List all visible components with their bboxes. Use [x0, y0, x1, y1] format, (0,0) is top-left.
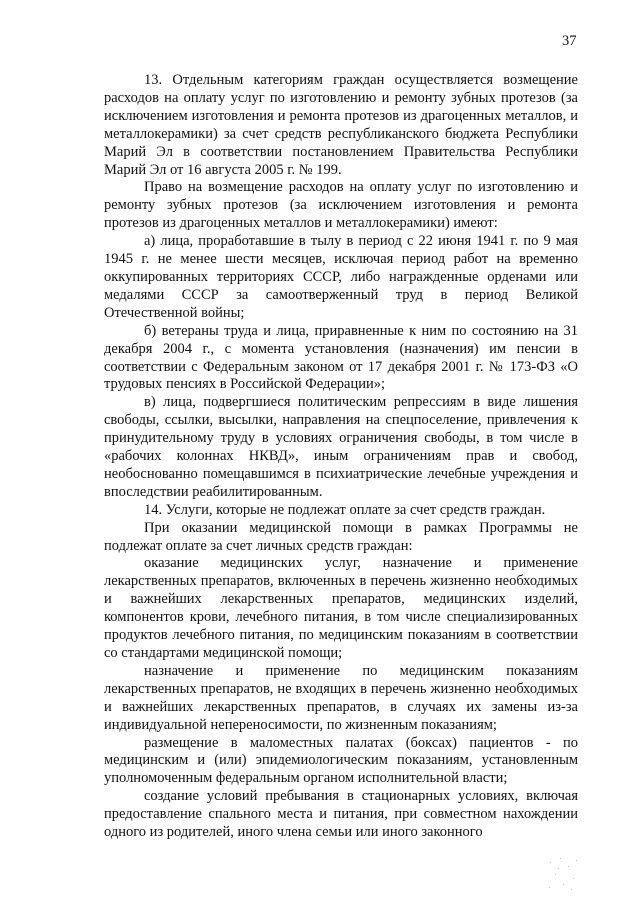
paragraph-right-to-compensation: Право на возмещение расходов на оплату услуг по изготовлению и ремонту зубных протезов (за исключением изготовления и ремонта протезов из драгоценных металлов и металлокерамики) имеют: — [104, 179, 578, 232]
page-number: 37 — [562, 33, 577, 49]
list-item-drug-replacement: назначение и применение по медицинским показаниям лекарственных препаратов, не входящих в перечень жизненно необходимых и важнейших лекарственных препаратов, в случаях их замены из-за индивидуальной непереносимости, по жизненным показаниям; — [104, 662, 578, 733]
list-item-parent-stay: создание условий пребывания в стационарных условиях, включая предоставление спального места и питания, при совместном нахождении одного из родителей, иного члена семьи или иного законного — [104, 788, 578, 841]
paragraph-14: 14. Услуги, которые не подлежат оплате за счет средств граждан. — [144, 501, 546, 518]
document-body — [104, 72, 578, 842]
list-item-a: а) лица, проработавшие в тылу в период с 22 июня 1941 г. по 9 мая 1945 г. не менее шести месяцев, исключая период работ на временно оккупированных территориях СССР, либо награжденные орденами или медалями СССР за самоотверженный труд в период Великой Отечественной войны; — [104, 233, 578, 321]
list-item-medical-services: оказание медицинских услуг, назначение и применение лекарственных препаратов, включенных в перечень жизненно необходимых и важнейших лекарственных препаратов, медицинских изделий, компонентов крови, лечебного питания, в том числе специализированных продуктов лечебного питания, по медицинским показаниям в соответствии со стандартами медицинской помощи; — [104, 555, 578, 661]
list-item-small-wards: размещение в маломестных палатах (боксах) пациентов - по медицинским и (или) эпидемиологическим показаниям, установленным уполномоченным федеральным органом исполнительной власти; — [104, 734, 578, 787]
paragraph-13: 13. Отдельным категориям граждан осуществляется возмещение расходов на оплату услуг по изготовлению и ремонту зубных протезов (за исключением изготовления и ремонта протезов из драгоценных металлов, и металлокерамики) за счет средств республиканского бюджета Республики Марий Эл в соответствии постановлением Правительства Республики Марий Эл от 16 августа 2005 г. № 199. — [104, 72, 578, 178]
list-item-v: в) лица, подвергшиеся политическим репрессиям в виде лишения свободы, ссылки, высылки, направления на спецпоселение, привлечения к принудительному труду в условиях ограничения свободы, в том числе в «рабочих колоннах НКВД», иным ограничениям прав и свобод, необоснованно помещавшимся в психиатрические лечебные учреждения и впоследствии реабилитированным. — [104, 394, 578, 500]
scan-noise-mark — [546, 856, 582, 892]
paragraph-not-paid: При оказании медицинской помощи в рамках Программы не подлежат оплате за счет личных средств граждан: — [104, 519, 578, 554]
list-item-b: б) ветераны труда и лица, приравненные к ним по состоянию на 31 декабря 2004 г., с момента установления (назначения) им пенсии в соответствии с Федеральным законом от 17 декабря 2001 г. № 173-ФЗ «О трудовых пенсиях в Российской Федерации»; — [104, 322, 578, 393]
